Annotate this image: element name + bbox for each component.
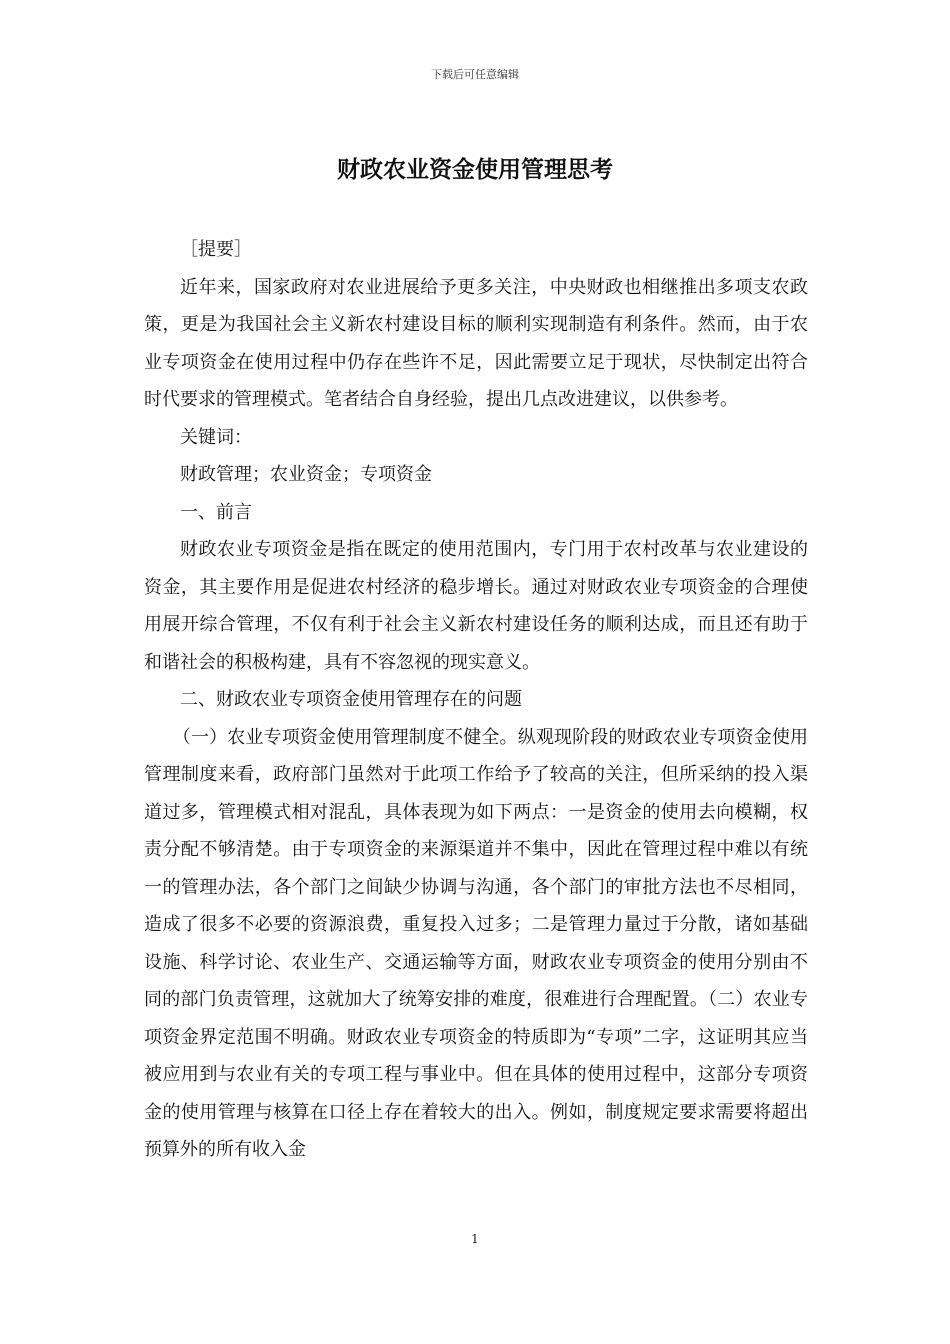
section-heading-preface: 一、前言 <box>180 501 252 523</box>
header-note: 下载后可任意编辑 <box>431 68 519 81</box>
document-body <box>144 231 808 1169</box>
keywords-list: 财政管理；农业资金；专项资金 <box>180 464 432 485</box>
preface-paragraph: 财政农业专项资金是指在既定的使用范围内，专门用于农村改革与农业建设的资金，其主要作用是促进农村经济的稳步增长。通过对财政农业专项资金的合理使用展开综合管理，不仅有利于社会主义新农村建设任务的顺利达成，而且还有助于和谐社会的积极构建，具有不容忽视的现实意义。 <box>144 539 808 673</box>
document-title: 财政农业资金使用管理思考 <box>337 157 613 183</box>
abstract-paragraph: 近年来，国家政府对农业进展给予更多关注，中央财政也相继推出多项支农政策，更是为我国社会主义新农村建设目标的顺利实现制造有利条件。然而，由于农业专项资金在使用过程中仍存在些许不足，因此需要立足于现状，尽快制定出符合时代要求的管理模式。笔者结合自身经验，提出几点改进建议，以供参考。 <box>144 276 808 410</box>
keywords-label: 关键词： <box>180 426 252 448</box>
page-number: 1 <box>471 1232 479 1246</box>
problems-paragraph: （一）农业专项资金使用管理制度不健全。纵观现阶段的财政农业专项资金使用管理制度来看，政府部门虽然对于此项工作给予了较高的关注，但所采纳的投入渠道过多，管理模式相对混乱，具体表现为如下两点：一是资金的使用去向模糊，权责分配不够清楚。由于专项资金的来源渠道并不集中，因此在管理过程中难以有统一的管理办法，各个部门之间缺少协调与沟通，各个部门的审批方法也不尽相同，造成了很多不必要的资源浪费，重复投入过多；二是管理力量过于分散，诸如基础设施、科学讨论、农业生产、交通运输等方面，财政农业专项资金的使用分别由不同的部门负责管理，这就加大了统筹安排的难度，很难进行合理配置。（二）农业专项资金界定范围不明确。财政农业专项资金的特质即为“专项”二字，这证明其应当被应用到与农业有关的专项工程与事业中。但在具体的使用过程中，这部分专项资金的使用管理与核算在口径上存在着较大的出入。例如，制度规定要求需要将超出预算外的所有收入金 <box>144 726 808 1160</box>
section-heading-problems: 二、财政农业专项资金使用管理存在的问题 <box>180 689 522 710</box>
abstract-label: ［提要］ <box>180 239 252 260</box>
